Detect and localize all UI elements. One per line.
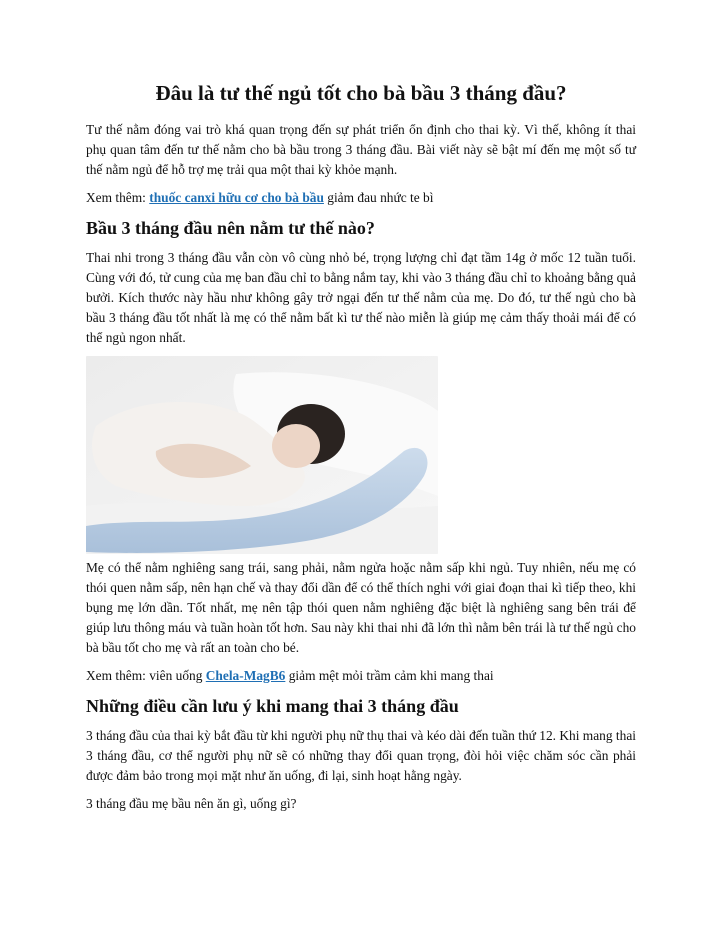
page-title: Đâu là tư thế ngủ tốt cho bà bầu 3 tháng đầu? bbox=[155, 81, 567, 105]
intro-paragraph: Tư thế nằm đóng vai trò khá quan trọng đến sự phát triển ổn định cho thai kỳ. Vì thế, không ít thai phụ quan tâm đến tư thế nằm cho bà bầu trong 3 tháng đầu. Bài viết này sẽ bật mí đến mẹ một số tư thế nằm ngủ để hỗ trợ mẹ trải qua một thai kỳ khỏe mạnh. bbox=[86, 122, 636, 177]
chela-magb6-link[interactable]: Chela-MagB6 bbox=[205, 668, 286, 683]
section-paragraph-notes: 3 tháng đầu của thai kỳ bắt đầu từ khi người phụ nữ thụ thai và kéo dài đến tuần thứ 12. Khi mang thai 3 tháng đầu, cơ thể người phụ nữ sẽ có những thay đổi quan trọng, đòi hỏi việc chăm sóc cần phải được đảm bảo trong mọi mặt như ăn uống, đi lại, sinh hoạt hằng ngày. bbox=[86, 728, 636, 783]
sleeping-pregnant-woman-photo bbox=[86, 356, 438, 554]
section-paragraph-sleep-position: Thai nhi trong 3 tháng đầu vẫn còn vô cùng nhỏ bé, trọng lượng chỉ đạt tầm 14g ở mốc 12 tuần tuổi. Cùng với đó, tử cung của mẹ ban đầu chỉ to bằng nắm tay, khi vào 3 tháng đầu chỉ to khoảng bằng quả bưởi. Kích thước này hầu như không gây trở ngại đến tư thế nằm của mẹ. Do đó, tư thế ngủ cho bà bầu 3 tháng đầu tốt nhất là mẹ có thể nằm bất kì tư thế nào miễn là giúp mẹ cảm thấy thoải mái để có thể ngủ ngon nhất. bbox=[86, 250, 636, 345]
section-heading-sleep-position: Bầu 3 tháng đầu nên nằm tư thế nào? bbox=[86, 218, 375, 238]
article-body bbox=[86, 80, 636, 822]
see-more-suffix: giảm đau nhức te bì bbox=[323, 190, 434, 205]
face bbox=[272, 424, 320, 468]
side-sleeping-paragraph: Mẹ có thể nằm nghiêng sang trái, sang phải, nằm ngửa hoặc nằm sấp khi ngủ. Tuy nhiên, nếu mẹ có thói quen nằm sấp, nên hạn chế và thay đổi dần để có thể thích nghi với giai đoạn thai kì tiếp theo, khi bụng mẹ lớn dần. Tốt nhất, mẹ nên tập thói quen nằm nghiêng đặc biệt là nghiêng sang bên trái để giúp lưu thông máu và tuần hoàn tốt hơn. Sau này khi thai nhi đã lớn thì nằm bên trái là tư thế ngủ cho bà bầu tốt cho mẹ và rất an toàn cho bé. bbox=[86, 560, 636, 655]
see-more-prefix: Xem thêm: bbox=[86, 190, 150, 205]
section-heading-notes: Những điều cần lưu ý khi mang thai 3 tháng đầu bbox=[86, 696, 459, 716]
see-more-suffix: giảm mệt mỏi trầm cảm khi mang thai bbox=[285, 668, 494, 683]
calcium-link[interactable]: thuốc canxi hữu cơ cho bà bầu bbox=[149, 190, 324, 205]
see-more-line-2 bbox=[86, 666, 636, 686]
see-more-prefix: Xem thêm: viên uống bbox=[86, 668, 206, 683]
see-more-line-1 bbox=[86, 188, 636, 208]
subline-food: 3 tháng đầu mẹ bầu nên ăn gì, uống gì? bbox=[86, 796, 297, 811]
